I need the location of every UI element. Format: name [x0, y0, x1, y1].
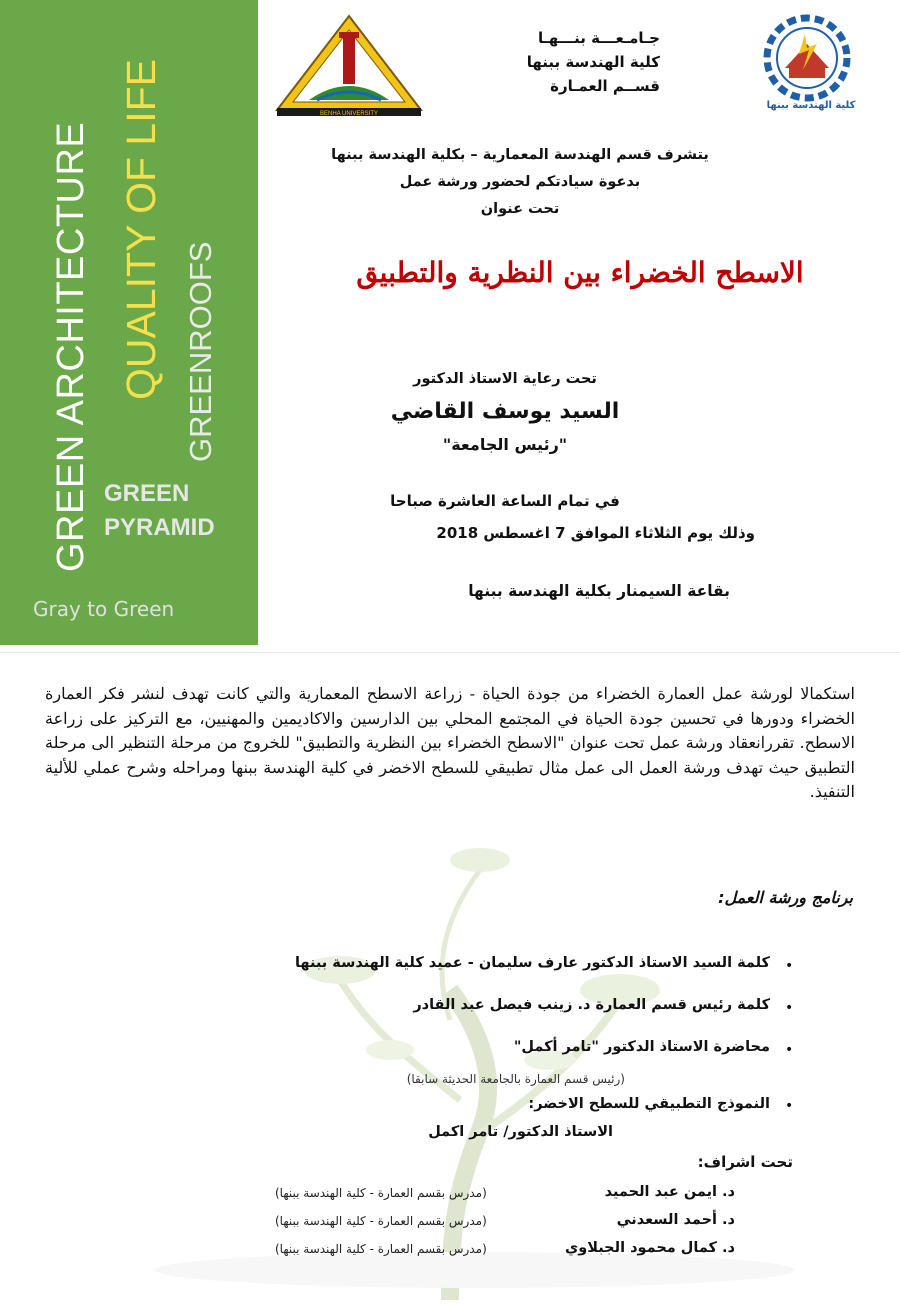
supervisor-role: (مدرس بقسم العمارة - كلية الهندسة ببنها)	[275, 1186, 487, 1200]
bullet-icon: •	[785, 1042, 794, 1058]
supervisor-role: (مدرس بقسم العمارة - كلية الهندسة ببنها)	[275, 1214, 487, 1228]
event-date: وذلك يوم الثلاثاء الموافق 7 اغسطس 2018	[436, 524, 755, 542]
description-paragraph: استكمالا لورشة عمل العمارة الخضراء من جودة الحياة - زراعة الاسطح المعمارية والتي كانت تهدف لنشر فكر العمارة الخضراء ودورها في تحسين جودة الحياة في المجتمع المحلي بين الدارسين والاكاديمين والمهنيين، مع التركيز على زراعة الاسطح. تقررانعقاد ورشة عمل تحت عنوان "الاسطح الخضراء بين النظرية والتطبيق" للخروج من مرحلة التنظير الى مرحلة التطبيق حيث تهدف ورشة العمل الى عمل مثال تطبيقي للسطح الاخضر في كلية الهندسة ببنها ومراحله وشرح عملي للألية التنفيذ.	[45, 684, 855, 801]
vertical-text-greenroofs: GREENROOFS	[183, 241, 218, 462]
faculty-engineering-logo	[755, 14, 867, 114]
section-divider	[0, 652, 900, 653]
supervisor-name: د. ايمن عبد الحميد	[604, 1184, 735, 1200]
invitation-line1: يتشرف قسم الهندسة المعمارية – بكلية الهندسة ببنها	[331, 147, 709, 163]
supervisor-name: د. كمال محمود الجبلاوي	[564, 1240, 735, 1256]
vertical-text-green-architecture: GREEN ARCHITECTURE	[50, 121, 92, 572]
supervisor-row	[270, 1212, 735, 1234]
event-venue: بقاعة السيمنار بكلية الهندسة ببنها	[468, 582, 730, 600]
event-time: في تمام الساعة العاشرة صباحا	[390, 492, 620, 510]
program-item-green-roof-model: النموذج التطبيقي للسطح الاخضر:	[528, 1096, 770, 1112]
lecturer-note: (رئيس قسم العمارة بالجامعة الحديثة سابقا)	[406, 1072, 625, 1086]
university-name: جـامـعـــة بنـــهـا	[538, 29, 660, 47]
invitation-text	[270, 142, 770, 223]
department-name: قســم العمـارة	[550, 77, 660, 95]
supervision-heading: تحت اشراف:	[697, 1153, 793, 1171]
model-presenter: الاستاذ الدكتور/ تامر اكمل	[428, 1124, 613, 1140]
invitation-line3: تحت عنوان	[480, 201, 560, 217]
program-item-lecture: محاضرة الاستاذ الدكتور "تامر أكمل"	[513, 1039, 770, 1055]
vertical-text-quality-of-life: QUALITY OF LIFE	[118, 59, 164, 400]
side-banner	[0, 0, 258, 645]
green-pyramid-line1: GREEN	[104, 480, 190, 507]
patronage-block	[340, 366, 670, 458]
patron-role: "رئيس الجامعة"	[442, 435, 568, 454]
supervisor-row	[270, 1240, 735, 1262]
supervisor-role: (مدرس بقسم العمارة - كلية الهندسة ببنها)	[275, 1242, 487, 1256]
program-item-dean: كلمة السيد الاستاذ الدكتور عارف سليمان - عميد كلية الهندسة ببنها	[294, 955, 770, 971]
supervisor-row	[270, 1184, 735, 1206]
patronage-line: تحت رعاية الاستاذ الدكتور	[413, 371, 597, 387]
invitation-line2: بدعوة سيادتكم لحضور ورشة عمل	[399, 174, 641, 190]
faculty-name: كلية الهندسة ببنها	[526, 53, 660, 71]
supervisor-name: د. أحمد السعدني	[616, 1212, 735, 1228]
faculty-logo-text: كلية الهندسة ببنها	[766, 100, 856, 111]
patron-name: السيد يوسف القاضي	[390, 399, 620, 424]
benha-logo-text: BENHA UNIVERSITY	[319, 111, 379, 117]
benha-university-logo	[273, 12, 425, 118]
university-header	[470, 26, 660, 98]
bullet-icon: •	[785, 1000, 794, 1016]
tagline: Gray to Green	[33, 597, 175, 621]
bullet-icon: •	[785, 958, 794, 974]
green-pyramid-line2: PYRAMID	[104, 514, 215, 541]
program-item-department-head: كلمة رئيس قسم العمارة د. زينب فيصل عبد القادر	[413, 997, 770, 1013]
workshop-title: الاسطح الخضراء بين النظرية والتطبيق	[356, 256, 804, 289]
bullet-icon: •	[785, 1098, 794, 1114]
program-heading: برنامج ورشة العمل:	[718, 888, 853, 907]
